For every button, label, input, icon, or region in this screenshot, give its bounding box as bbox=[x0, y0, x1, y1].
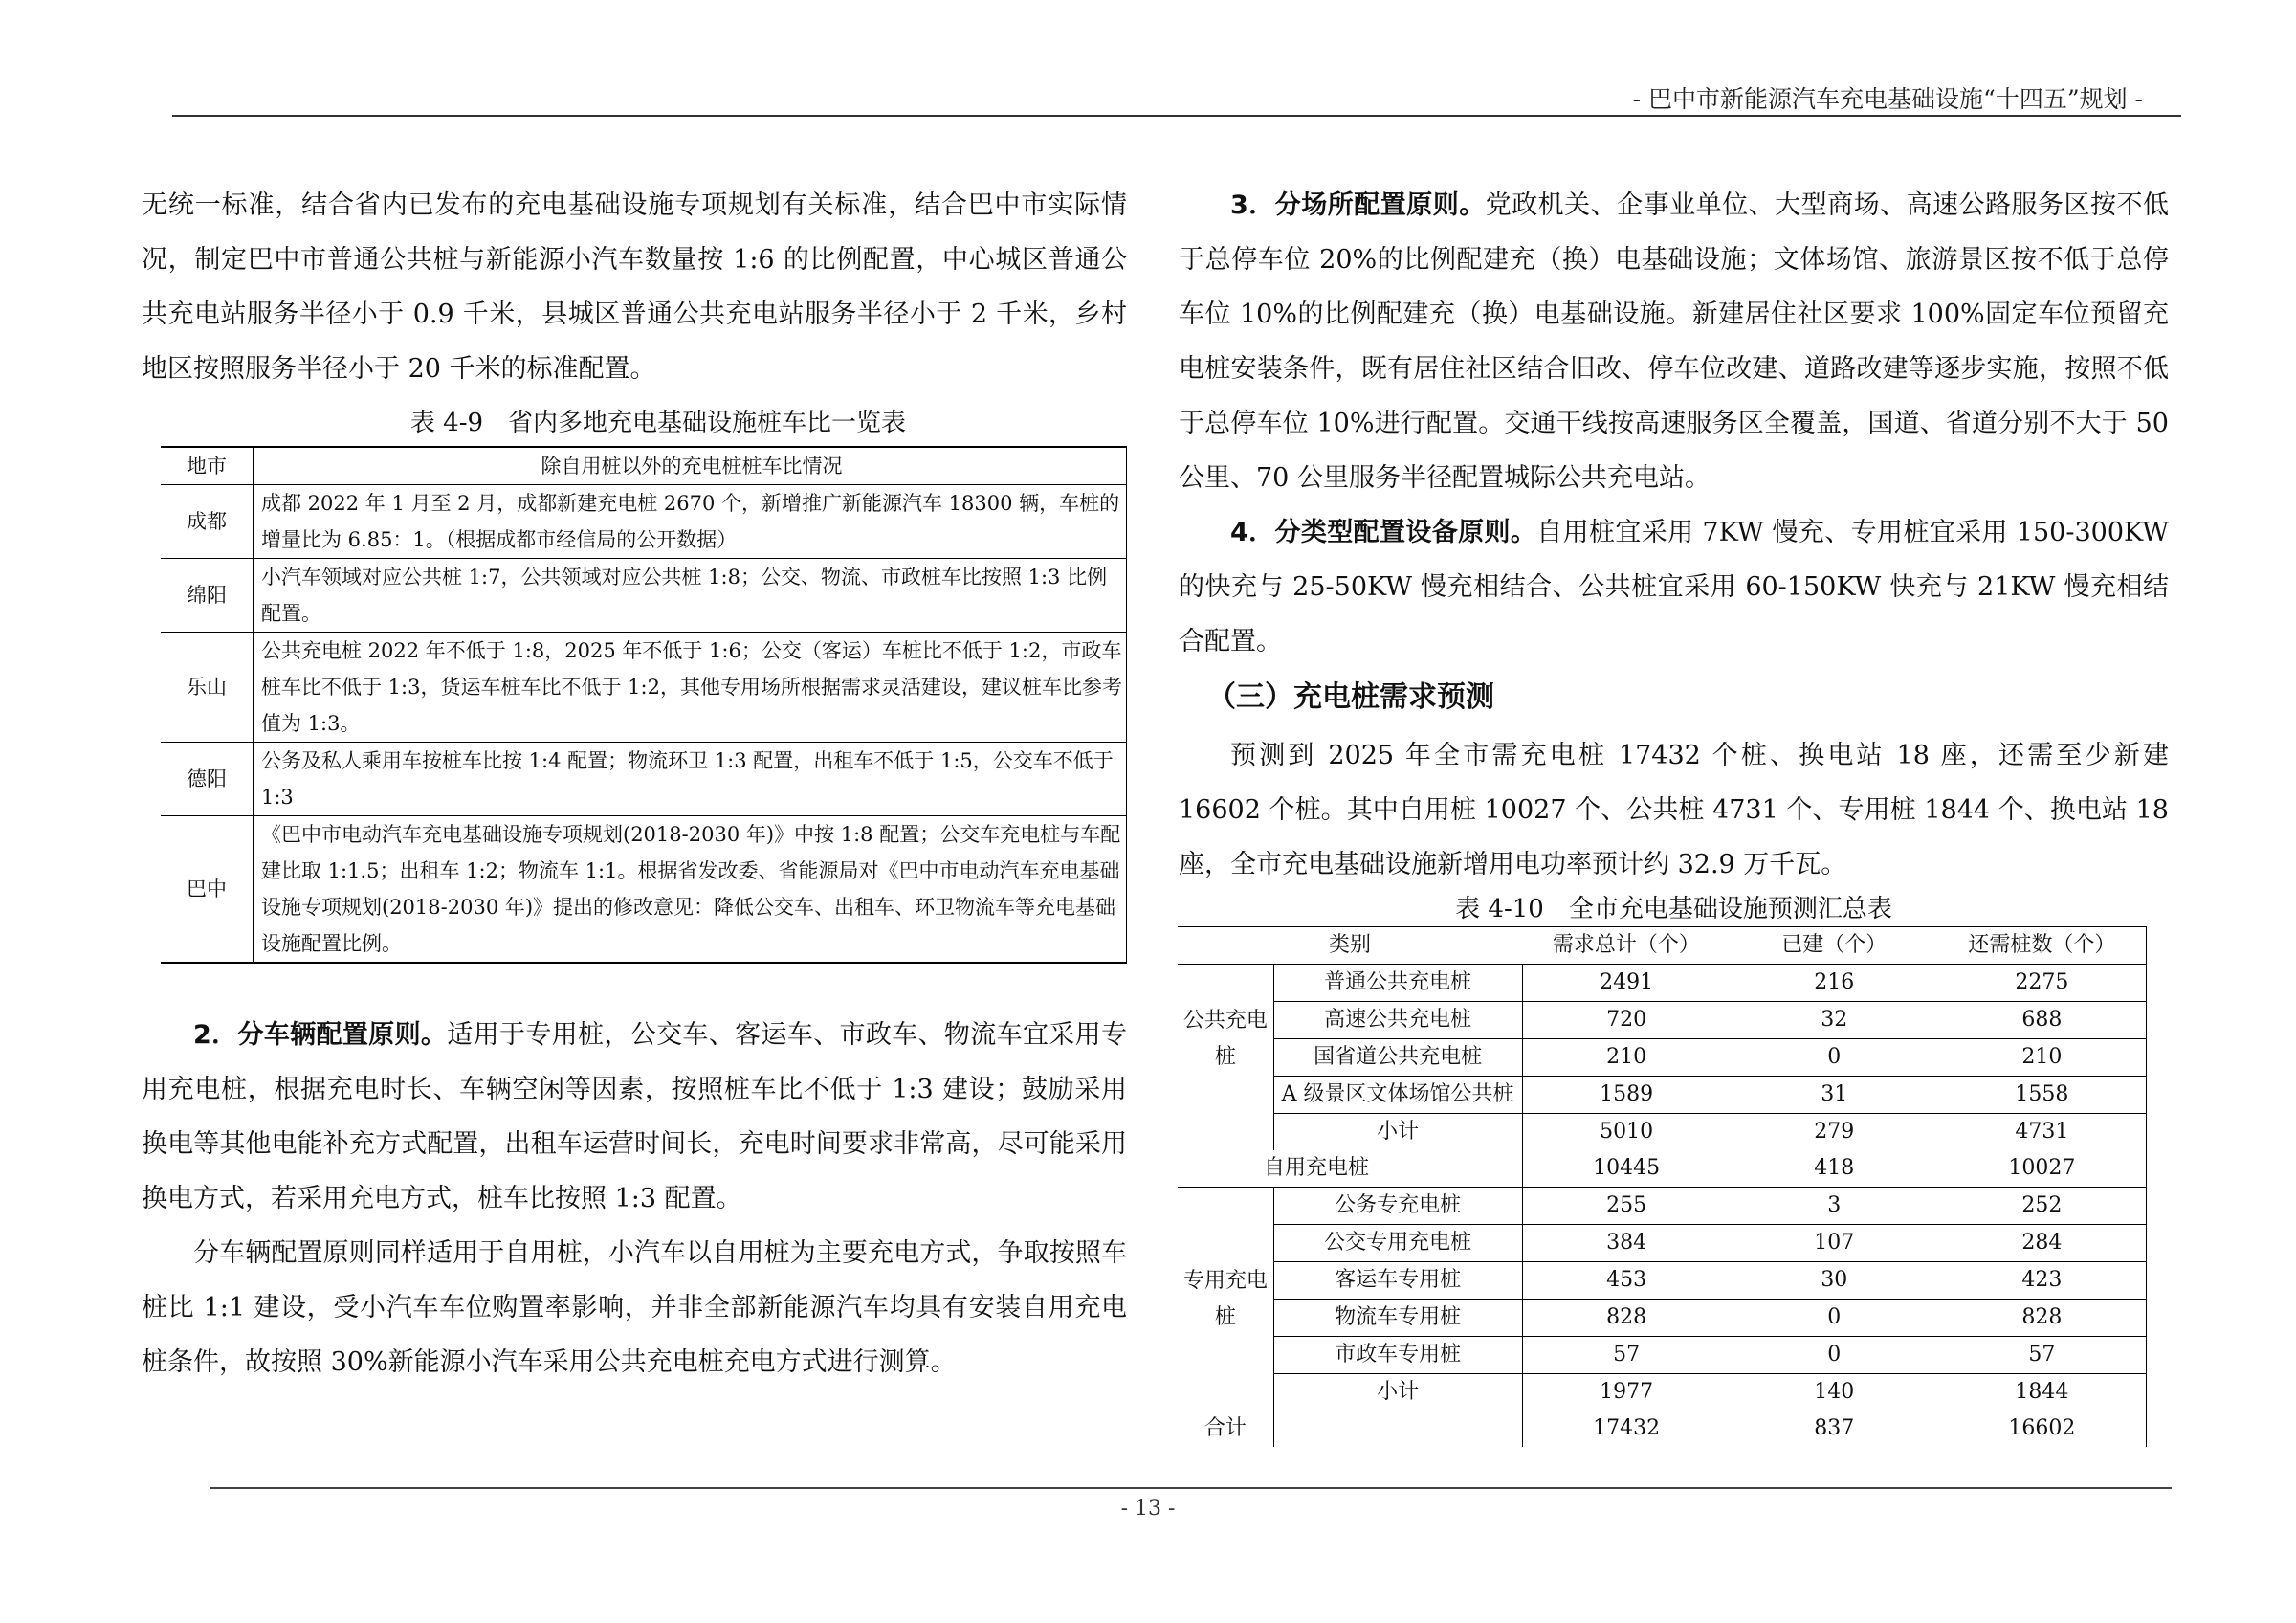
paragraph-text: 党政机关、企事业单位、大型商场、高速公路服务区按不低于总停车位 20%的比例配建充（换）电基础设施；文体场馆、旅游景区按不低于总停车位 10%的比例配建充（换）电基础设施。新建居住社区要求 100%固定车位预留充电桩安装条件，既有居住社区结合旧改、停车位改建、道路改建等逐步实施，按照不低于总停车位 10%进行配置。交通干线按高速服务区全覆盖，国道、省道分别不大于 50 公里、70 公里服务半径配置城际公共充电站。 bbox=[1179, 190, 2169, 493]
cell-need: 16602 bbox=[1938, 1411, 2147, 1447]
header-built: 已建（个） bbox=[1781, 933, 1888, 957]
table-row bbox=[161, 559, 1127, 633]
cell-built: 30 bbox=[1731, 1262, 1938, 1300]
table-row bbox=[161, 633, 1127, 743]
table-row bbox=[1178, 1262, 2147, 1300]
cell-total: 255 bbox=[1522, 1188, 1731, 1225]
paragraph-equipment-principle bbox=[1179, 505, 2169, 669]
paragraph-site-principle bbox=[1179, 178, 2169, 505]
cell-total: 828 bbox=[1522, 1300, 1731, 1337]
row-name: A 级景区文体场馆公共桩 bbox=[1273, 1077, 1522, 1114]
row-name: 市政车专用桩 bbox=[1273, 1337, 1522, 1374]
cell-total: 720 bbox=[1522, 1002, 1731, 1039]
table-row bbox=[1178, 1077, 2147, 1114]
city-cell: 绵阳 bbox=[187, 584, 227, 607]
table-row bbox=[161, 743, 1127, 816]
running-header: - 巴中市新能源汽车充电基础设施“十四五”规划 - bbox=[1632, 85, 2143, 113]
desc-cell: 小汽车领域对应公共桩 1:7，公共领域对应公共桩 1:8；公交、物流、市政桩车比按照 1:3 比例配置。 bbox=[254, 559, 1127, 633]
paragraph-vehicle-principle bbox=[142, 1008, 1127, 1226]
cell-need: 828 bbox=[1938, 1300, 2147, 1337]
paragraph-heading: 4．分类型配置设备原则。 bbox=[1230, 518, 1537, 547]
section-title: （三）充电桩需求预测 bbox=[1207, 680, 1494, 714]
header-city: 地市 bbox=[187, 455, 227, 478]
cell-need: 4731 bbox=[1938, 1114, 2147, 1151]
cell-need: 1844 bbox=[1938, 1374, 2147, 1412]
header-need: 还需桩数（个） bbox=[1938, 927, 2147, 965]
row-name: 高速公共充电桩 bbox=[1273, 1002, 1522, 1039]
table-row bbox=[1178, 1300, 2147, 1337]
cell-built: 3 bbox=[1731, 1188, 1938, 1225]
row-name: 公务专充电桩 bbox=[1273, 1188, 1522, 1225]
row-name: 国省道公共充电桩 bbox=[1273, 1039, 1522, 1077]
table-4-9 bbox=[161, 446, 1127, 964]
cell-total: 57 bbox=[1522, 1337, 1731, 1374]
group-public: 公共充电桩 bbox=[1178, 965, 1273, 1114]
cell-built: 418 bbox=[1814, 1156, 1855, 1180]
cell-need: 210 bbox=[1938, 1039, 2147, 1077]
header-category: 类别 bbox=[1329, 933, 1372, 957]
table-row bbox=[1178, 1039, 2147, 1077]
row-name: 合计 bbox=[1178, 1411, 1273, 1447]
page-number: - 13 - bbox=[1120, 1497, 1176, 1521]
group-blank bbox=[1178, 1114, 1273, 1151]
cell-total: 2491 bbox=[1522, 965, 1731, 1002]
left-column bbox=[142, 178, 1127, 1390]
cell-need: 10027 bbox=[1938, 1150, 2147, 1188]
cell-need: 423 bbox=[1938, 1262, 2147, 1300]
table-4-9-caption: 表 4-9 省内多地充电基础设施桩车比一览表 bbox=[409, 409, 907, 437]
cell-built: 107 bbox=[1731, 1225, 1938, 1262]
table-row bbox=[161, 485, 1127, 559]
paragraph-text: 适用于专用桩，公交车、客运车、市政车、物流车宜采用专用充电桩，根据充电时长、车辆空闲等因素，按照桩车比不低于 1:3 建设；鼓励采用换电等其他电能补充方式配置，出租车运营时间长，充电时间要求非常高，尽可能采用换电方式，若采用充电方式，桩车比按照 1:3 配置。 bbox=[142, 1020, 1127, 1213]
cell-total: 17432 bbox=[1593, 1416, 1661, 1440]
cell-built: 216 bbox=[1731, 965, 1938, 1002]
cell-total: 10445 bbox=[1593, 1156, 1661, 1180]
cell-need: 1558 bbox=[1938, 1077, 2147, 1114]
cell-built: 0 bbox=[1731, 1337, 1938, 1374]
table-row-total bbox=[1178, 1411, 2147, 1447]
table-row-subtotal bbox=[1178, 1114, 2147, 1151]
row-name: 普通公共充电桩 bbox=[1273, 965, 1522, 1002]
table-row bbox=[1178, 1188, 2147, 1225]
city-cell: 成都 bbox=[187, 510, 227, 533]
cell-total: 384 bbox=[1522, 1225, 1731, 1262]
desc-cell: 成都 2022 年 1 月至 2 月，成都新建充电桩 2670 个，新增推广新能源汽车 18300 辆，车桩的增量比为 6.85：1。（根据成都市经信局的公开数据） bbox=[254, 485, 1127, 559]
row-name: 公交专用充电桩 bbox=[1273, 1225, 1522, 1262]
city-cell: 巴中 bbox=[187, 878, 227, 900]
cell-total: 453 bbox=[1522, 1262, 1731, 1300]
paragraph-heading: 2．分车辆配置原则。 bbox=[193, 1020, 448, 1050]
row-name: 小计 bbox=[1273, 1374, 1522, 1412]
table-header-row bbox=[161, 447, 1127, 485]
paragraph-forecast: 预测到 2025 年全市需充电桩 17432 个桩、换电站 18 座，还需至少新建 16602 个桩。其中自用桩 10027 个、公共桩 4731 个、专用桩 1844 个、换电站 18 座，全市充电基础设施新增用电功率预计约 32.9 万千瓦。 bbox=[1179, 741, 2169, 879]
table-row bbox=[1178, 965, 2147, 1002]
paragraph-self-use: 分车辆配置原则同样适用于自用桩，小汽车以自用桩为主要充电方式，争取按照车桩比 1:1 建设，受小汽车车位购置率影响，并非全部新能源汽车均具有安装自用充电桩条件，故按照 30%新能源小汽车采用公共充电桩充电方式进行测算。 bbox=[142, 1238, 1127, 1377]
desc-cell: 公共充电桩 2022 年不低于 1:8，2025 年不低于 1:6；公交（客运）车桩比不低于 1:2，市政车桩车比不低于 1:3，货运车桩车比不低于 1:2，其他专用场所根据需求灵活建设，建议桩车比参考值为 1:3。 bbox=[254, 633, 1127, 743]
cell-total: 210 bbox=[1522, 1039, 1731, 1077]
row-name: 自用充电桩 bbox=[1178, 1150, 1522, 1188]
cell-total: 1977 bbox=[1600, 1380, 1654, 1404]
total-blank bbox=[1273, 1411, 1522, 1447]
footer-rule bbox=[210, 1487, 2172, 1489]
cell-built: 31 bbox=[1731, 1077, 1938, 1114]
row-name: 客运车专用桩 bbox=[1273, 1262, 1522, 1300]
cell-built: 140 bbox=[1814, 1380, 1855, 1404]
cell-built: 0 bbox=[1731, 1300, 1938, 1337]
cell-need: 284 bbox=[1938, 1225, 2147, 1262]
table-header-row bbox=[1178, 927, 2147, 965]
table-4-10 bbox=[1178, 926, 2147, 1447]
paragraph-heading: 3．分场所配置原则。 bbox=[1230, 190, 1486, 220]
header-rule bbox=[172, 115, 2181, 117]
table-row bbox=[1178, 1002, 2147, 1039]
cell-need: 688 bbox=[1938, 1002, 2147, 1039]
header-desc: 除自用桩以外的充电桩桩车比情况 bbox=[254, 447, 1127, 485]
paragraph-text: 自用桩宜采用 7KW 慢充、专用桩宜采用 150-300KW 的快充与 25-50KW 慢充相结合、公共桩宜采用 60-150KW 快充与 21KW 慢充相结合配置。 bbox=[1179, 518, 2169, 656]
cell-built: 837 bbox=[1814, 1416, 1855, 1440]
cell-built: 32 bbox=[1731, 1002, 1938, 1039]
table-row bbox=[161, 816, 1127, 964]
cell-built: 0 bbox=[1731, 1039, 1938, 1077]
table-row-subtotal bbox=[1178, 1374, 2147, 1412]
table-row bbox=[1178, 1337, 2147, 1374]
right-column bbox=[1179, 178, 2169, 1447]
paragraph-standard: 无统一标准，结合省内已发布的充电基础设施专项规划有关标准，结合巴中市实际情况，制定巴中市普通公共桩与新能源小汽车数量按 1:6 的比例配置，中心城区普通公共充电站服务半径小于 0.9 千米，县城区普通公共充电站服务半径小于 2 千米，乡村地区按照服务半径小于 20 千米的标准配置。 bbox=[142, 190, 1127, 384]
row-name: 物流车专用桩 bbox=[1273, 1300, 1522, 1337]
cell-total: 1589 bbox=[1522, 1077, 1731, 1114]
cell-need: 57 bbox=[1938, 1337, 2147, 1374]
cell-need: 252 bbox=[1938, 1188, 2147, 1225]
city-cell: 德阳 bbox=[187, 767, 227, 790]
row-name: 小计 bbox=[1273, 1114, 1522, 1151]
cell-need: 2275 bbox=[1938, 965, 2147, 1002]
table-row bbox=[1178, 1225, 2147, 1262]
cell-built: 279 bbox=[1814, 1120, 1855, 1144]
cell-total: 5010 bbox=[1600, 1120, 1654, 1144]
header-total: 需求总计（个） bbox=[1552, 933, 1700, 957]
table-4-10-caption: 表 4-10 全市充电基础设施预测汇总表 bbox=[1455, 895, 1892, 923]
group-special: 专用充电桩 bbox=[1178, 1188, 1273, 1412]
city-cell: 乐山 bbox=[187, 676, 227, 699]
table-row-self bbox=[1178, 1150, 2147, 1188]
desc-cell: 公务及私人乘用车按桩车比按 1:4 配置；物流环卫 1:3 配置，出租车不低于 1:5，公交车不低于 1:3 bbox=[254, 743, 1127, 816]
desc-cell: 《巴中市电动汽车充电基础设施专项规划(2018-2030 年)》中按 1:8 配置；公交车充电桩与车配建比取 1:1.5；出租车 1:2；物流车 1:1。根据省发改委、省能源局对《巴中市电动汽车充电基础设施专项规划(2018-2030 年)》提出的修改意见：降低公交车、出租车、环卫物流车等充电基础设施配置比例。 bbox=[254, 816, 1127, 964]
